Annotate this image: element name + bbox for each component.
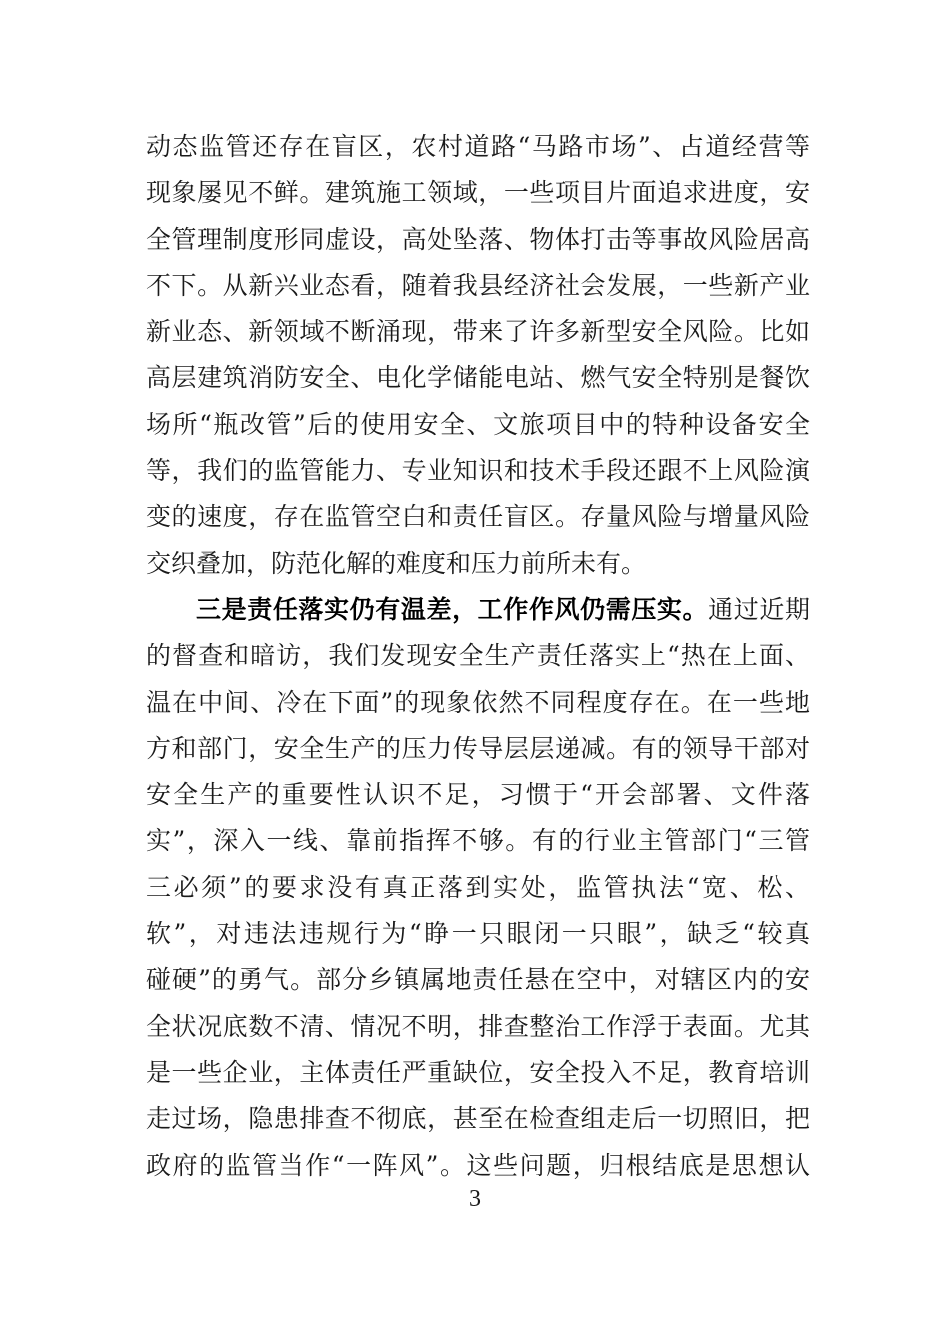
- text-line: 等，我们的监管能力、专业知识和技术手段还跟不上风险演: [146, 456, 810, 486]
- text-line: 现象屡见不鲜。建筑施工领域，一些项目片面追求进度，安: [146, 178, 810, 208]
- text-line: 政府的监管当作“一阵风”。这些问题，归根结底是思想认: [146, 1150, 810, 1180]
- paragraph-first-line: [146, 587, 810, 633]
- text-line: 方和部门，安全生产的压力传导层层递减。有的领导干部对: [146, 733, 810, 763]
- text-line: 全管理制度形同虚设，高处坠落、物体打击等事故风险居高: [146, 224, 810, 254]
- text-line: 温在中间、冷在下面”的现象依然不同程度存在。在一些地: [146, 687, 810, 717]
- text-line: 安全生产的重要性认识不足，习惯于“开会部署、文件落: [146, 780, 810, 810]
- text-line: 的督查和暗访，我们发现安全生产责任落实上“热在上面、: [146, 641, 810, 671]
- text-line: 软”，对违法违规行为“睁一只眼闭一只眼”，缺乏“较真: [146, 919, 810, 949]
- paragraph-risks: [146, 124, 810, 587]
- text-line: 新业态、新领域不断涌现，带来了许多新型安全风险。比如: [146, 317, 810, 347]
- page-number: 3: [469, 1186, 481, 1212]
- text-line: 交织叠加，防范化解的难度和压力前所未有。: [146, 548, 647, 578]
- text-line: 全状况底数不清、情况不明，排查整治工作浮于表面。尤其: [146, 1011, 810, 1041]
- text-line: 碰硬”的勇气。部分乡镇属地责任悬在空中，对辖区内的安: [146, 965, 810, 995]
- paragraph-heading: 三是责任落实仍有温差，工作作风仍需压实。: [196, 594, 709, 624]
- text-line: 变的速度，存在监管空白和责任盲区。存量风险与增量风险: [146, 502, 810, 532]
- text-line: 三必须”的要求没有真正落到实处，监管执法“宽、松、: [146, 872, 810, 902]
- body-text: [146, 124, 810, 1189]
- text-line: 不下。从新兴业态看，随着我县经济社会发展，一些新产业: [146, 270, 810, 300]
- text-line: 场所“瓶改管”后的使用安全、文旅项目中的特种设备安全: [146, 409, 810, 439]
- text-line: 高层建筑消防安全、电化学储能电站、燃气安全特别是餐饮: [146, 363, 810, 393]
- text-line: 走过场，隐患排查不彻底，甚至在检查组走后一切照旧，把: [146, 1104, 810, 1134]
- text-line: 是一些企业，主体责任严重缺位，安全投入不足，教育培训: [146, 1057, 810, 1087]
- text-line: 动态监管还存在盲区，农村道路“马路市场”、占道经营等: [146, 132, 810, 161]
- text-span: 通过近期: [708, 594, 810, 624]
- text-line: 实”，深入一线、靠前指挥不够。有的行业主管部门“三管: [146, 826, 810, 856]
- paragraph-responsibility: [146, 587, 810, 1189]
